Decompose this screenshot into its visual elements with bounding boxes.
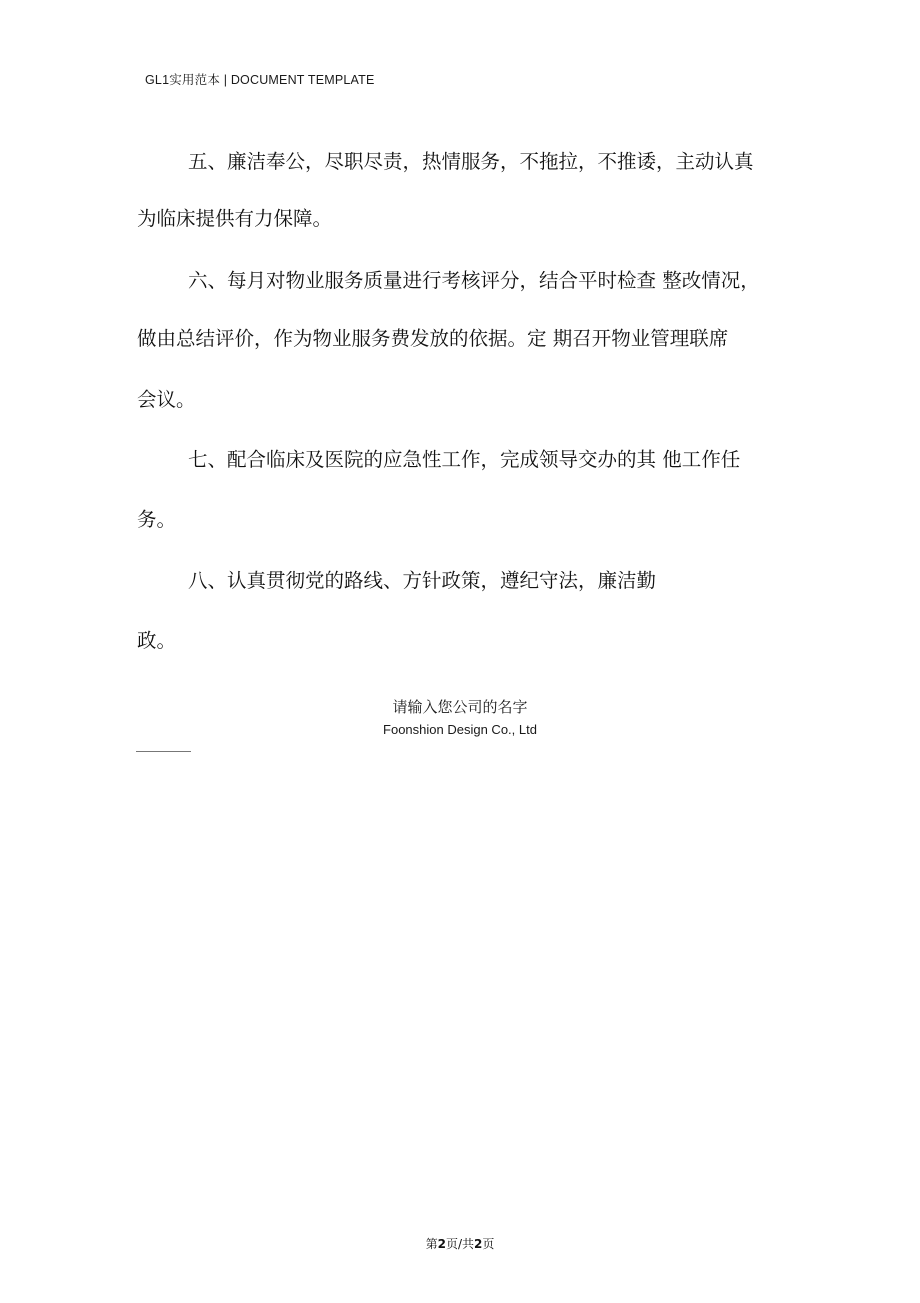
- paragraph-8-line-2: 政。: [137, 629, 177, 652]
- company-name-en: Foonshion Design Co., Ltd: [383, 722, 537, 737]
- page-number-current: 2: [437, 1237, 446, 1251]
- paragraph-8-line-1: 八、认真贯彻党的路线、方针政策，遵纪守法，廉洁勤: [188, 569, 657, 592]
- page-number-total: 2: [474, 1237, 483, 1251]
- paragraph-7-line-1: 七、配合临床及医院的应急性工作，完成领导交办的其 他工作任: [188, 448, 741, 471]
- paragraph-6-line-2: 做由总结评价，作为物业服务费发放的依据。定 期召开物业管理联席: [137, 327, 729, 350]
- page-number: [0, 1235, 920, 1252]
- page-number-prefix: 第: [425, 1237, 438, 1251]
- page-number-middle: 页/共: [445, 1237, 475, 1251]
- paragraph-6-line-3: 会议。: [137, 388, 196, 411]
- document-header: GL1实用范本 | DOCUMENT TEMPLATE: [145, 73, 375, 87]
- paragraph-6-line-1: 六、每月对物业服务质量进行考核评分，结合平时检查 整改情况，: [188, 269, 760, 292]
- paragraph-5-line-2: 为临床提供有力保障。: [137, 207, 333, 230]
- divider-line: [136, 751, 191, 752]
- page-number-suffix: 页: [482, 1237, 495, 1251]
- paragraph-5-line-1: 五、廉洁奉公，尽职尽责，热情服务，不拖拉，不推诿，主动认真: [188, 150, 754, 173]
- company-name-cn: 请输入您公司的名字: [392, 698, 528, 716]
- paragraph-7-line-2: 务。: [137, 508, 177, 531]
